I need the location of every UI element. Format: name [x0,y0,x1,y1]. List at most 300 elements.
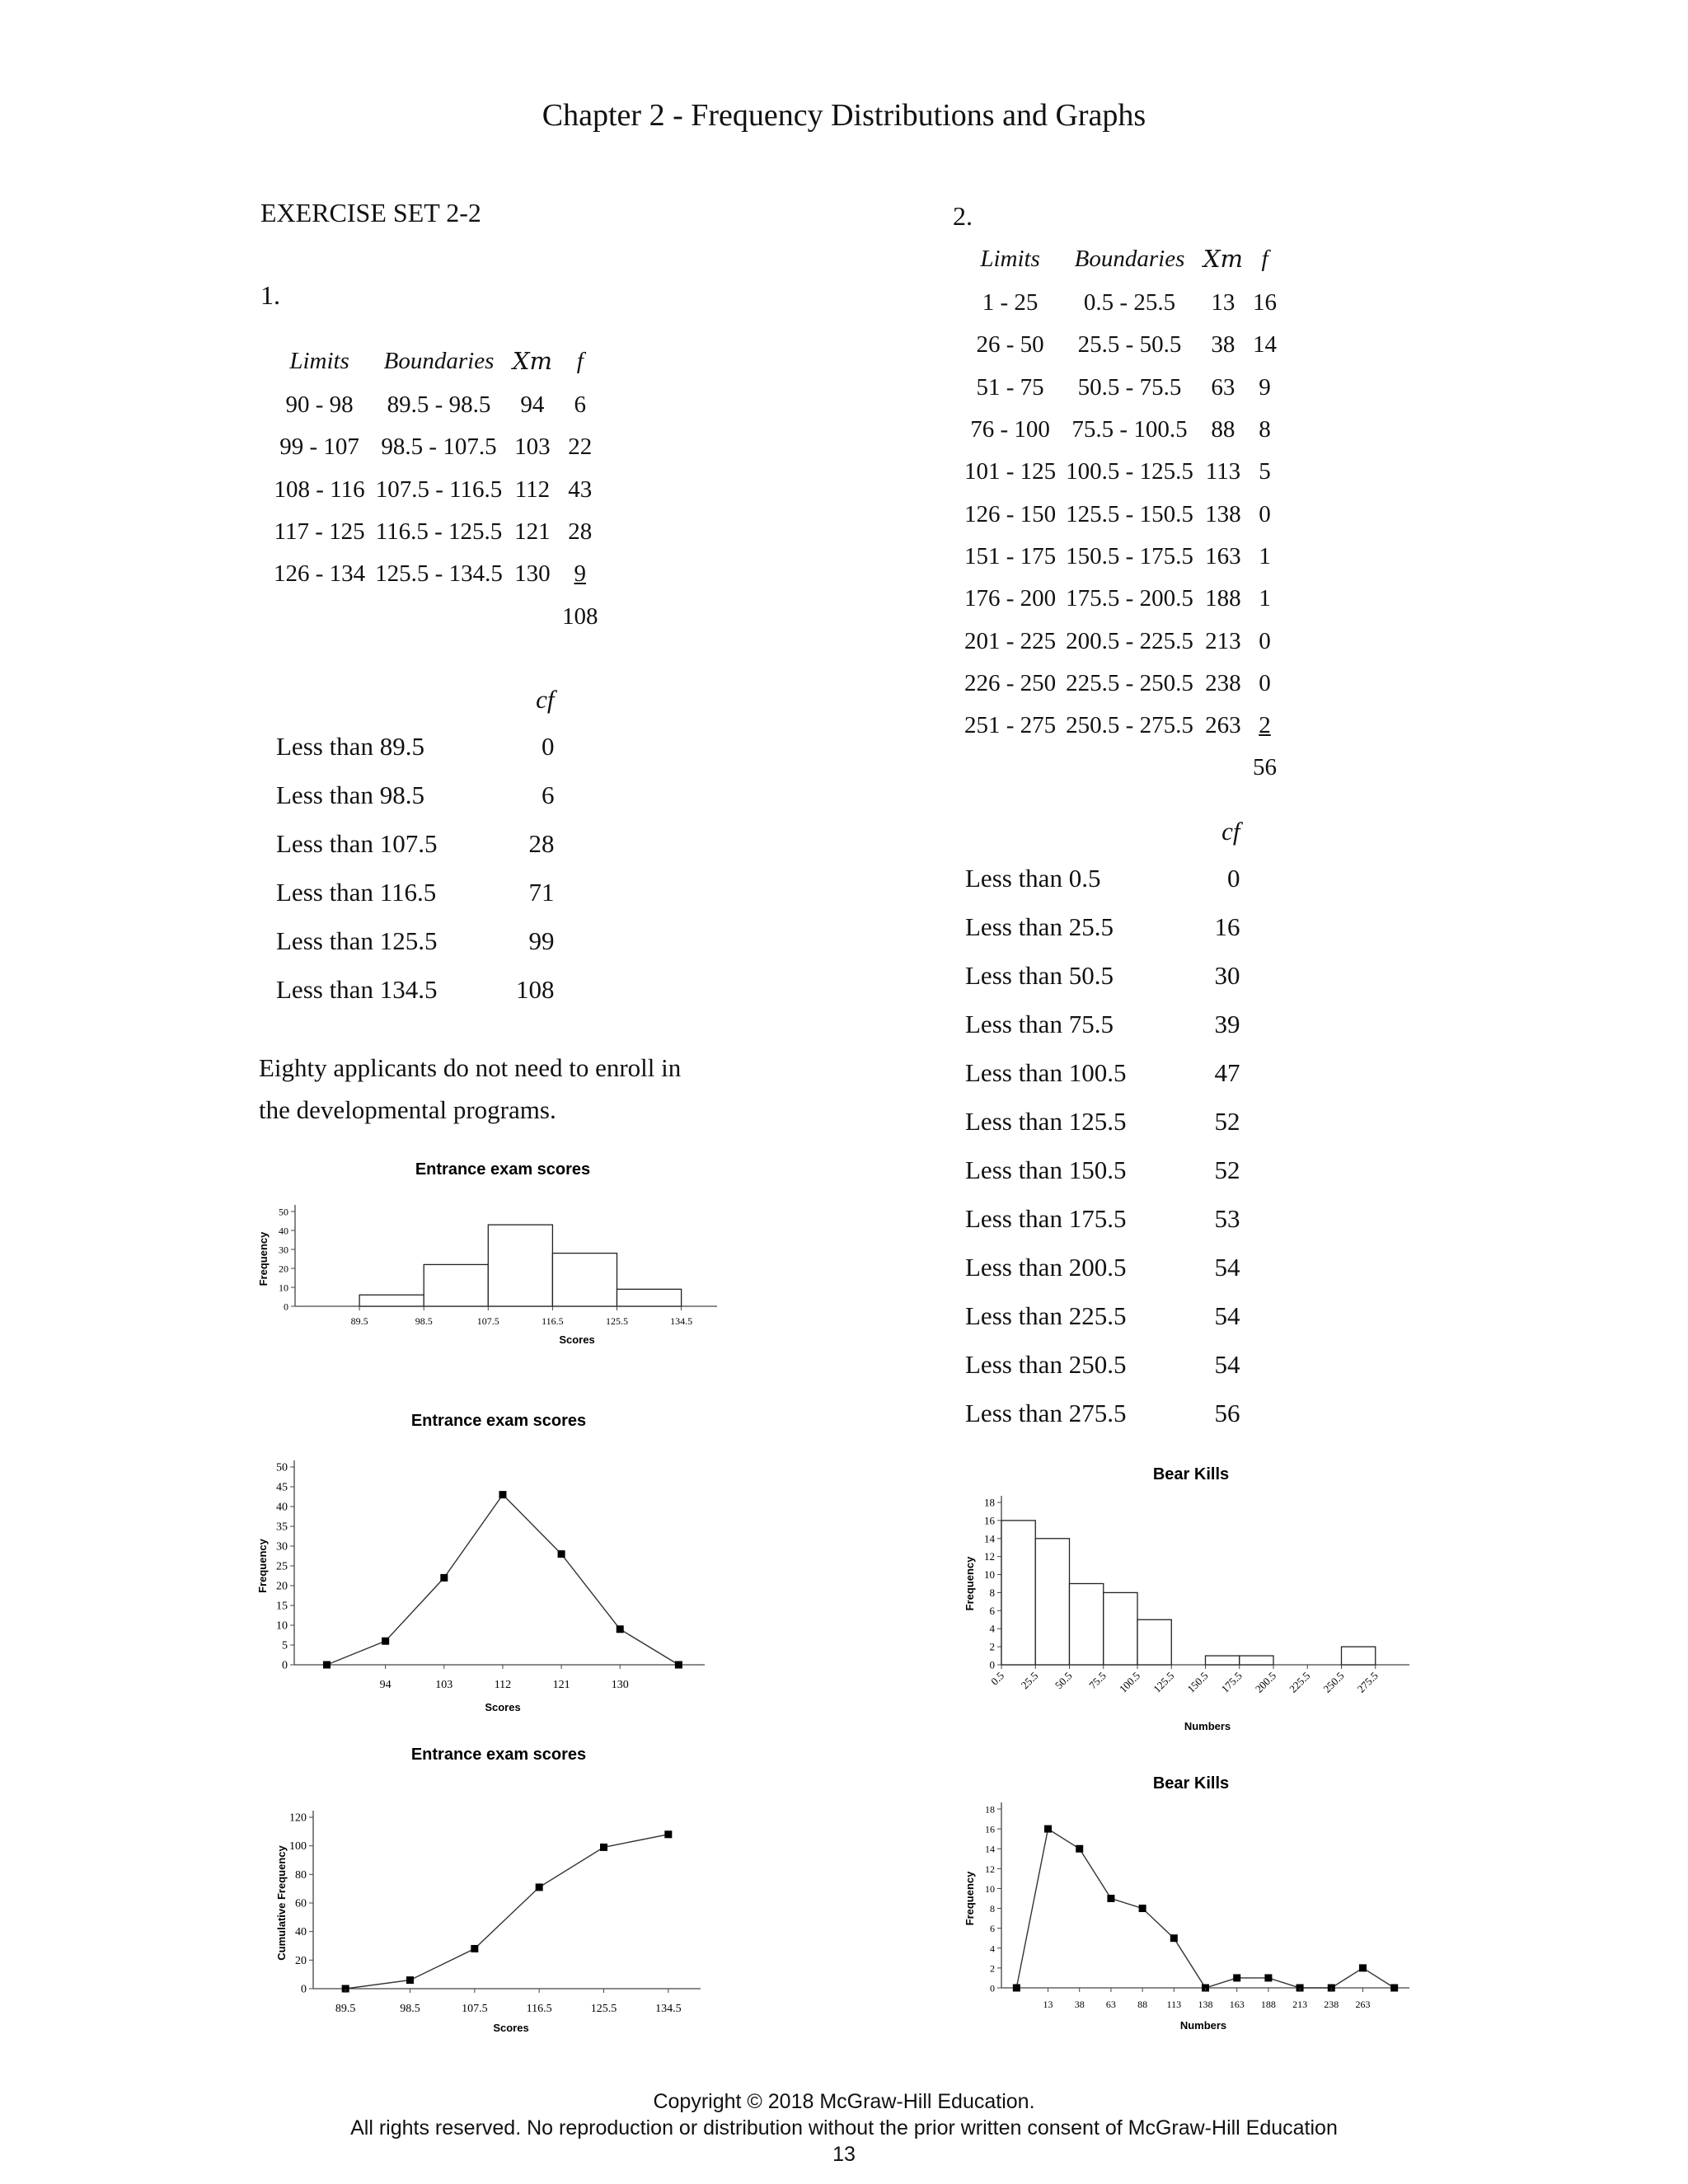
table-row [959,324,1282,366]
cf-header: cf [1221,817,1240,846]
x-tick-label: 163 [1229,1999,1245,2010]
table-row [269,469,603,511]
table-cell [1248,578,1282,620]
cumulative-label: Less than 125.5 [965,1106,1127,1136]
histogram-bear-kills-chart [948,1455,1418,1743]
histogram-bar [424,1264,488,1306]
table-row [269,511,603,553]
ex1-frequency-table [269,344,603,638]
data-point-marker [1233,1974,1240,1981]
table-cell: 188 [1205,585,1241,612]
chapter-title: Chapter 2 - Frequency Distributions and Graphs [542,98,1146,133]
x-tick-label: 138 [1198,1999,1213,2010]
y-tick-label: 16 [985,1823,995,1835]
y-tick-label: 0 [284,1301,288,1313]
y-tick-label: 12 [985,1863,995,1875]
x-tick-label: 89.5 [335,2003,356,2015]
y-tick-label: 4 [990,1943,995,1955]
y-tick-label: 20 [295,1954,307,1967]
y-axis-label: Frequency [257,1231,270,1286]
x-tick-label: 63 [1105,1999,1116,2010]
ex1-frequency-table-wrap [269,344,603,638]
frequency-value: 28 [568,518,593,546]
cumulative-row [964,951,1250,1000]
data-point-marker [323,1661,331,1669]
y-tick-label: 60 [295,1897,307,1910]
x-tick-label: 125.5 [590,2003,617,2015]
x-tick-label: 263 [1355,1999,1371,2010]
y-tick-label: 10 [279,1282,288,1294]
x-tick-label: 103 [435,1679,453,1691]
cumulative-label: Less than 134.5 [276,974,438,1004]
table-cell: 89.5 - 98.5 [387,391,491,419]
cumulative-value: 28 [528,828,555,858]
polygon-bear-kills-chart [948,1764,1418,2036]
table-cell: 225.5 - 250.5 [1066,669,1193,696]
table-cell: 101 - 125 [964,458,1057,485]
table-row [269,384,603,426]
table-cell [1248,536,1282,578]
ex1-conclusion [259,1047,681,1131]
table-cell: 138 [1205,500,1241,527]
exercise-1-number: 1. [260,280,280,310]
histogram-bar [1206,1656,1240,1665]
chart-title: Bear Kills [1152,1774,1230,1793]
table-cell: 75.5 - 100.5 [1071,416,1188,443]
y-axis-label: Cumulative Frequency [275,1845,288,1961]
cumulative-label: Less than 175.5 [965,1203,1127,1233]
table-cell [1248,367,1282,409]
table-cell: 176 - 200 [964,585,1057,612]
x-tick-label: 107.5 [462,2003,488,2015]
frequency-value: 16 [1253,289,1277,316]
x-tick-label: 275.5 [1354,1669,1381,1695]
cumulative-value: 52 [1214,1155,1240,1184]
frequency-value: 9 [1259,373,1271,401]
cumulative-label: Less than 116.5 [276,877,437,907]
histogram-bar [359,1295,424,1306]
cumulative-label: Less than 0.5 [965,863,1101,893]
table-cell: 125.5 - 150.5 [1066,500,1193,527]
footer-page-number: 13 [832,2143,856,2166]
cumulative-label: Less than 98.5 [276,780,424,809]
cumulative-value: 108 [515,974,555,1004]
x-axis-label: Scores [485,1701,521,1713]
x-tick-label: 100.5 [1116,1669,1143,1695]
y-tick-label: 120 [289,1811,307,1825]
column-header-boundaries: Boundaries [1074,245,1185,272]
table-cell: 108 - 116 [274,476,365,503]
x-tick-label: 225.5 [1287,1669,1313,1695]
x-axis-label: Scores [559,1333,595,1346]
table-cell: 125.5 - 134.5 [375,560,503,588]
cumulative-row [964,902,1250,951]
data-point-marker [1170,1934,1178,1942]
cumulative-value: 47 [1214,1057,1240,1087]
table-cell [1248,620,1282,662]
frequency-value: 8 [1259,416,1271,443]
table-cell: 13 [1211,289,1236,316]
table-cell: 201 - 225 [964,627,1057,654]
y-tick-label: 0 [989,1658,995,1671]
x-tick-label: 213 [1292,1999,1308,2010]
cumulative-row [964,1097,1250,1146]
frequency-value: 1 [1259,585,1271,612]
series-line [327,1495,679,1665]
ex2-cumulative-table [964,809,1250,1437]
cumulative-value: 52 [1214,1106,1240,1136]
table-row [959,282,1282,324]
x-tick-label: 75.5 [1086,1669,1109,1692]
cumulative-row [275,916,564,965]
ex2-cumulative-table-wrap [964,809,1250,1437]
y-tick-label: 18 [984,1496,995,1509]
y-tick-label: 8 [990,1903,995,1915]
ex2-frequency-table [959,242,1282,790]
cumulative-label: Less than 100.5 [965,1057,1127,1087]
footer-rights: All rights reserved. No reproduction or distribution without the prior written consent of McGraw-Hill Education [350,2116,1338,2139]
data-point-marker [1390,1985,1398,1992]
table-cell: 130 [514,560,551,588]
table-cell: 126 - 134 [274,560,366,588]
cumulative-row [964,1291,1250,1340]
data-point-marker [1044,1825,1052,1833]
x-tick-label: 238 [1324,1999,1339,2010]
y-tick-label: 2 [989,1640,995,1653]
cumulative-value: 56 [1214,1398,1240,1427]
y-tick-label: 6 [990,1923,995,1935]
table-row [959,367,1282,409]
frequency-total: 108 [562,602,598,630]
cumulative-value: 54 [1214,1349,1240,1379]
data-point-marker [617,1625,624,1633]
column-header-boundaries: Boundaries [383,347,495,374]
table-row [959,578,1282,620]
y-tick-label: 40 [279,1225,288,1237]
frequency-value: 5 [1259,458,1271,485]
frequency-value: 22 [568,434,593,461]
y-axis-label: Frequency [964,1871,976,1926]
cumulative-label: Less than 25.5 [965,912,1114,941]
frequency-value: 9 [574,560,586,588]
y-tick-label: 6 [989,1604,995,1617]
exercise-set-title: EXERCISE SET 2-2 [260,198,481,227]
table-cell: 103 [514,434,551,461]
cumulative-value: 16 [1214,912,1240,941]
x-tick-label: 250.5 [1320,1669,1347,1695]
data-point-marker [536,1883,543,1891]
x-tick-label: 98.5 [415,1315,433,1327]
table-cell: 112 [514,476,551,503]
table-cell: 50.5 - 75.5 [1077,373,1182,401]
cumulative-row [964,1146,1250,1194]
x-tick-label: 113 [1166,1999,1182,2010]
x-tick-label: 134.5 [655,2003,682,2015]
ex1-cumulative-table-wrap [275,677,564,1014]
x-tick-label: 107.5 [476,1315,499,1327]
cf-header: cf [536,685,555,714]
cumulative-row [964,1048,1250,1097]
cumulative-value: 53 [1214,1203,1240,1233]
data-point-marker [1076,1845,1083,1853]
y-tick-label: 2 [990,1962,995,1975]
table-cell: 238 [1205,669,1241,696]
table-cell: 126 - 150 [964,500,1057,527]
x-tick-label: 25.5 [1018,1669,1041,1692]
series-line [1016,1829,1394,1988]
y-tick-label: 40 [295,1926,307,1939]
chart-title: Entrance exam scores [410,1412,587,1430]
table-cell: 113 [1205,458,1241,485]
table-cell: 213 [1205,627,1241,654]
x-axis-label: Numbers [1184,1720,1231,1732]
total-row [959,747,1282,789]
series-line [345,1835,668,1989]
table-cell: 175.5 - 200.5 [1066,585,1193,612]
y-tick-label: 50 [279,1206,288,1218]
cumulative-row [275,722,564,771]
data-point-marker [558,1550,565,1558]
y-tick-label: 18 [985,1803,995,1816]
cumulative-label: Less than 89.5 [276,731,424,761]
y-tick-label: 0 [282,1659,288,1672]
table-cell: 76 - 100 [970,416,1050,443]
frequency-value: 0 [1259,500,1271,527]
cumulative-label: Less than 250.5 [965,1349,1127,1379]
table-cell [557,553,603,595]
cumulative-row [964,1340,1250,1389]
table-cell: 98.5 - 107.5 [381,434,497,461]
table-cell: 94 [520,391,545,419]
exercise-2-number: 2. [953,201,973,231]
data-point-marker [600,1844,607,1851]
table-cell: 200.5 - 225.5 [1066,627,1193,654]
table-cell [1248,451,1282,493]
table-cell: 121 [514,518,551,546]
ex1-cumulative-table [275,677,564,1014]
cumulative-row [275,819,564,868]
cumulative-row [964,854,1250,902]
table-cell [1248,324,1282,366]
column-header-xm: Xm [512,347,552,375]
x-tick-label: 13 [1043,1999,1053,2010]
table-cell: 107.5 - 116.5 [375,476,503,503]
chart-title: Bear Kills [1152,1465,1230,1483]
frequency-value: 1 [1259,542,1271,569]
y-tick-label: 10 [276,1619,288,1633]
x-tick-label: 125.5 [606,1315,629,1327]
data-point-marker [1107,1895,1114,1902]
table-cell: 226 - 250 [964,669,1057,696]
table-cell [557,426,603,468]
table-row [269,426,603,468]
x-tick-label: 116.5 [526,2003,552,2015]
x-axis-label: Scores [493,2022,529,2034]
table-cell [1248,493,1282,535]
y-axis-label: Frequency [964,1556,976,1611]
frequency-value: 14 [1253,331,1277,359]
table-row [959,409,1282,451]
frequency-value: 0 [1259,627,1271,654]
histogram-bar [552,1254,617,1306]
x-tick-label: 125.5 [1151,1669,1177,1695]
histogram-entrance-exam-chart [247,1150,742,1372]
footer [0,2088,1688,2168]
chart-title: Entrance exam scores [415,1160,591,1179]
table-cell: 251 - 275 [964,712,1057,739]
table-cell: 100.5 - 125.5 [1066,458,1193,485]
data-point-marker [499,1491,506,1498]
table-row [959,493,1282,535]
histogram-bar [1070,1584,1104,1666]
cumulative-row [275,771,564,819]
cumulative-row [964,1000,1250,1048]
total-row [269,595,603,637]
x-tick-label: 116.5 [542,1315,564,1327]
table-cell [557,469,603,511]
data-point-marker [382,1638,389,1645]
cumulative-value: 99 [528,926,555,955]
table-row [959,451,1282,493]
histogram-bar [1342,1647,1376,1665]
table-cell: 63 [1211,373,1236,401]
y-tick-label: 80 [295,1868,307,1882]
ex1-conclusion-line-2: the developmental programs. [259,1095,556,1124]
footer-copyright: Copyright © 2018 McGraw-Hill Education. [653,2090,1035,2113]
x-tick-label: 130 [611,1679,629,1691]
histogram-bar [1104,1592,1137,1665]
frequency-value: 0 [1259,669,1271,696]
table-cell: 117 - 125 [274,518,365,546]
cumulative-value: 39 [1214,1009,1240,1038]
table-cell: 163 [1205,542,1241,569]
data-point-marker [1013,1985,1020,1992]
x-tick-label: 0.5 [988,1669,1007,1688]
table-cell: 150.5 - 175.5 [1066,542,1193,569]
cumulative-value: 54 [1214,1301,1240,1330]
y-tick-label: 10 [985,1882,995,1895]
y-tick-label: 8 [989,1586,995,1599]
histogram-bar [1240,1656,1273,1665]
y-tick-label: 30 [276,1540,288,1554]
table-row [959,663,1282,705]
ogive-entrance-exam-chart [251,1735,729,2048]
y-tick-label: 4 [989,1622,995,1635]
cumulative-value: 30 [1214,960,1240,990]
histogram-bar [617,1289,682,1306]
y-tick-label: 10 [984,1568,995,1582]
cumulative-label: Less than 225.5 [965,1301,1127,1330]
table-cell [557,511,603,553]
column-header-f: f [576,347,584,374]
chart-title: Entrance exam scores [410,1746,587,1764]
histogram-bar [1137,1619,1171,1665]
table-cell [1248,663,1282,705]
cumulative-row [964,1194,1250,1243]
x-tick-label: 98.5 [400,2003,420,2015]
frequency-value: 6 [574,391,586,419]
y-tick-label: 100 [289,1840,307,1854]
cumulative-label: Less than 200.5 [965,1252,1127,1282]
data-point-marker [406,1976,414,1984]
table-cell: 151 - 175 [964,542,1057,569]
frequency-total: 56 [1253,754,1277,781]
polygon-entrance-exam-chart [243,1401,738,1731]
cumulative-row [964,1243,1250,1291]
data-point-marker [1359,1964,1367,1971]
table-row [959,536,1282,578]
y-tick-label: 14 [985,1843,995,1855]
cumulative-label: Less than 275.5 [965,1398,1127,1427]
table-cell: 99 - 107 [279,434,359,461]
y-axis-label: Frequency [256,1539,269,1593]
cumulative-label: Less than 107.5 [276,828,438,858]
cumulative-label: Less than 150.5 [965,1155,1127,1184]
x-tick-label: 150.5 [1184,1669,1211,1695]
y-tick-label: 50 [276,1461,288,1474]
frequency-value: 43 [568,476,593,503]
y-tick-label: 40 [276,1501,288,1514]
table-cell [1248,705,1282,747]
histogram-bar [488,1225,552,1306]
table-cell: 1 - 25 [982,289,1039,316]
table-cell: 90 - 98 [285,391,354,419]
table-cell [1248,409,1282,451]
x-tick-label: 112 [494,1679,512,1691]
cumulative-row [964,1389,1250,1437]
column-header-limits: Limits [980,245,1040,272]
table-row [959,705,1282,747]
data-point-marker [1139,1905,1146,1912]
ex2-frequency-table-wrap [959,242,1282,790]
table-cell: 250.5 - 275.5 [1066,712,1193,739]
cumulative-value: 71 [528,877,555,907]
y-tick-label: 45 [276,1481,288,1494]
table-cell: 25.5 - 50.5 [1077,331,1182,359]
cumulative-row [275,965,564,1014]
table-cell: 263 [1205,712,1241,739]
data-point-marker [664,1830,672,1838]
cumulative-label: Less than 125.5 [276,926,438,955]
data-point-marker [471,1945,478,1952]
table-cell [1248,282,1282,324]
table-cell: 51 - 75 [976,373,1044,401]
x-tick-label: 188 [1260,1999,1276,2010]
ex1-conclusion-line-1: Eighty applicants do not need to enroll in [259,1053,682,1082]
x-tick-label: 200.5 [1252,1669,1279,1695]
y-tick-label: 14 [984,1532,995,1545]
y-tick-label: 0 [301,1983,307,1996]
y-tick-label: 12 [984,1550,995,1563]
table-cell [557,384,603,426]
table-cell: 26 - 50 [976,331,1044,359]
y-tick-label: 20 [279,1263,288,1275]
x-tick-label: 175.5 [1218,1669,1245,1695]
x-tick-label: 121 [552,1679,570,1691]
column-header-f: f [1261,245,1268,272]
y-tick-label: 25 [276,1560,288,1573]
y-tick-label: 35 [276,1521,288,1534]
table-cell: 38 [1211,331,1236,359]
cumulative-label: Less than 75.5 [965,1009,1114,1038]
y-tick-label: 5 [282,1639,288,1652]
cumulative-value: 0 [1226,863,1240,893]
table-cell: 0.5 - 25.5 [1083,289,1176,316]
y-tick-label: 0 [990,1982,995,1994]
cumulative-label: Less than 50.5 [965,960,1114,990]
x-tick-label: 38 [1074,1999,1085,2010]
column-header-limits: Limits [289,347,349,374]
